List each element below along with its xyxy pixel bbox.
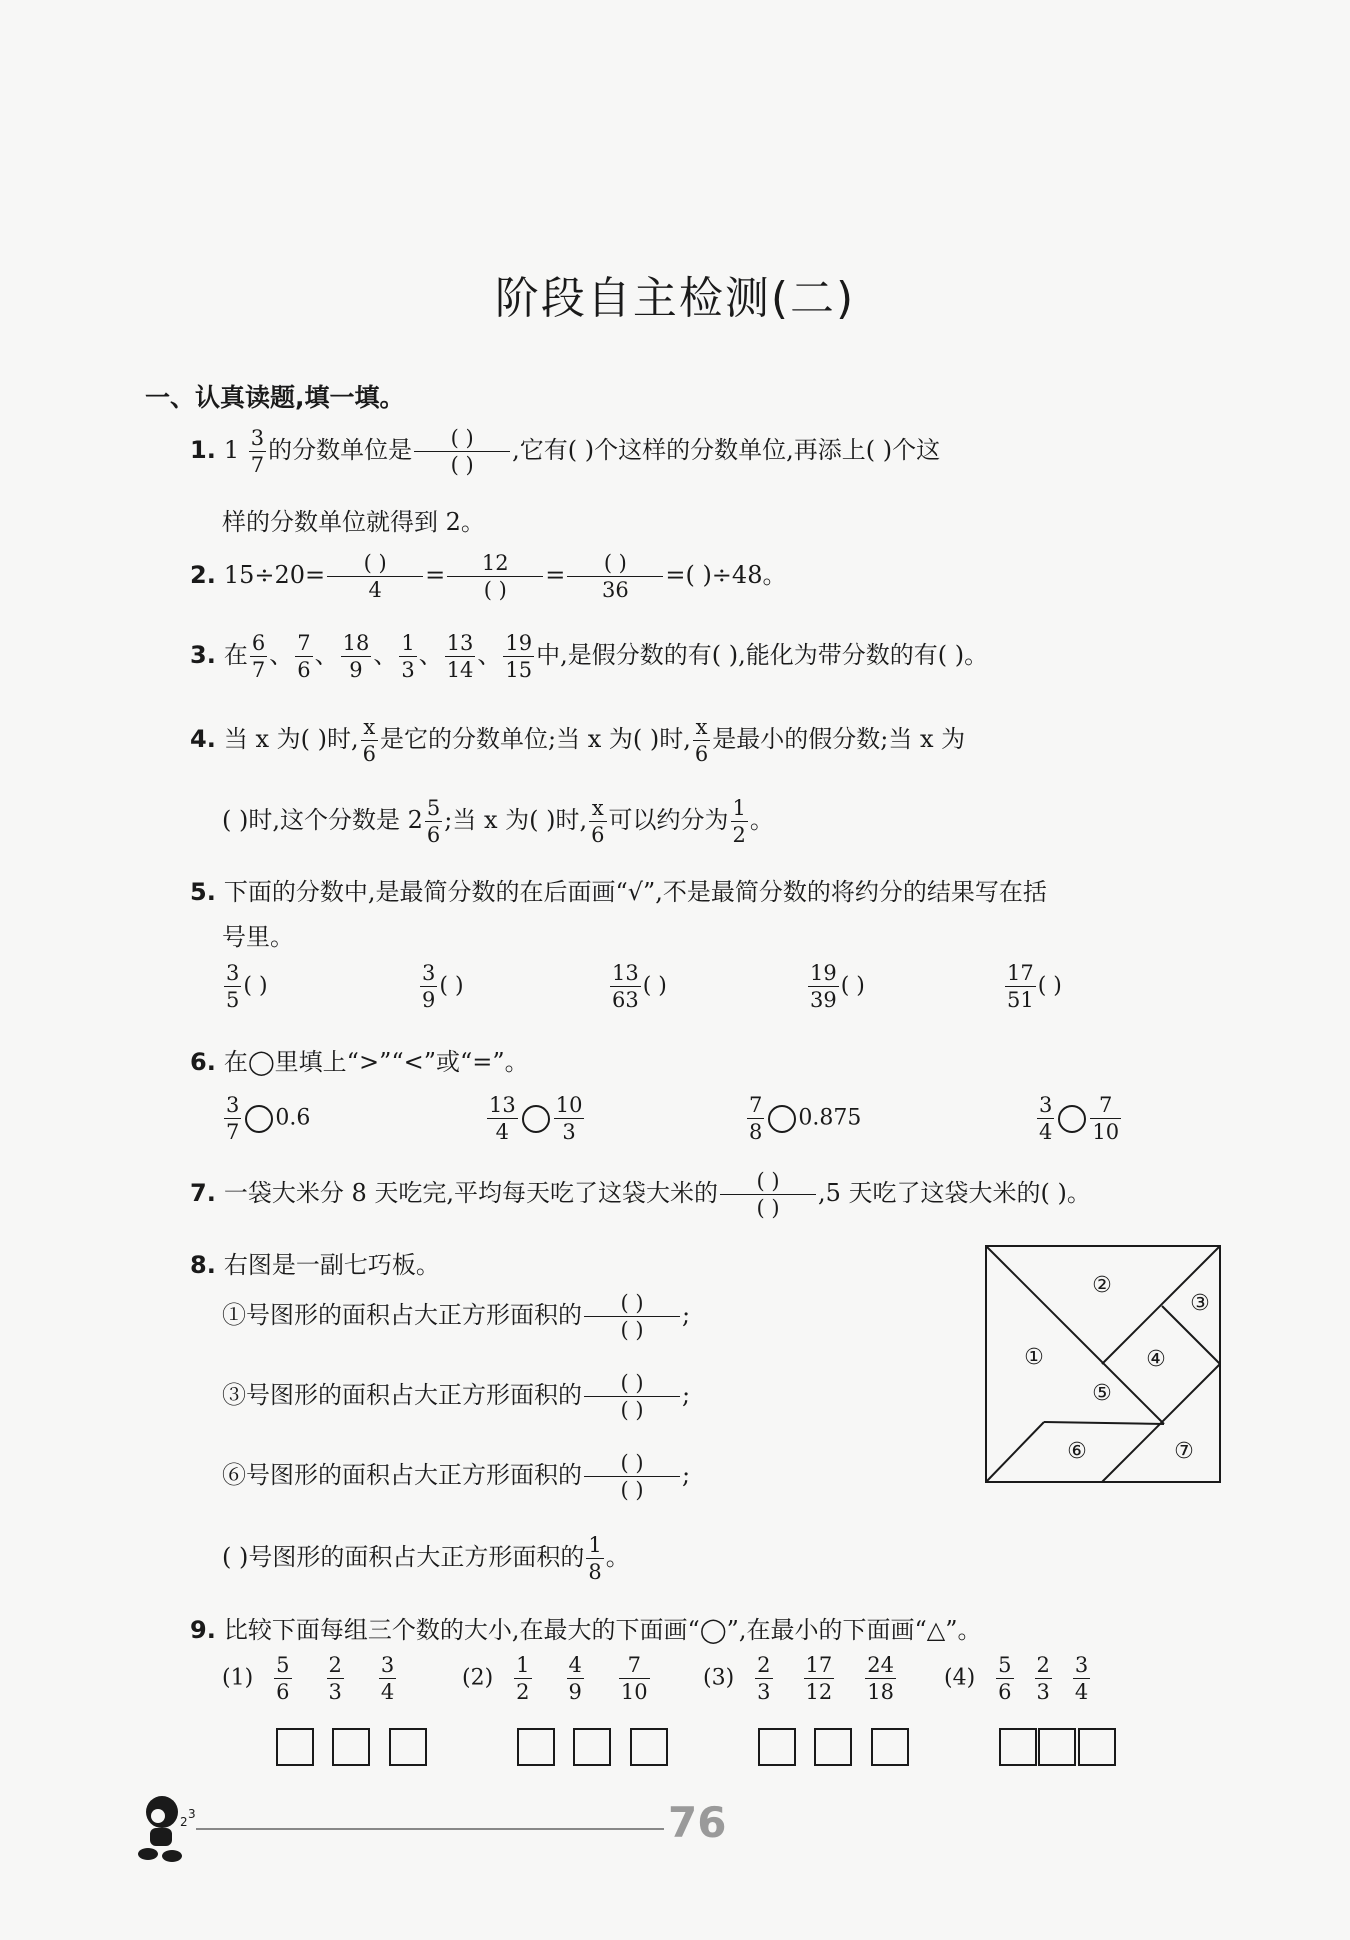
- question-5-line2: 号里。: [222, 923, 294, 951]
- answer-box[interactable]: [999, 1728, 1037, 1766]
- compare-circle: [768, 1105, 796, 1133]
- tangram-label-6: ⑥: [1067, 1439, 1087, 1464]
- q8-line-4: ( )号图形的面积占大正方形面积的 $\frac{1}{8}$ 。: [222, 1533, 630, 1584]
- answer-box[interactable]: [1078, 1728, 1116, 1766]
- answer-box[interactable]: [573, 1728, 611, 1766]
- section-heading: 一、认真读题,填一填。: [145, 383, 405, 412]
- page-number: 76: [668, 1798, 727, 1847]
- answer-box[interactable]: [389, 1728, 427, 1766]
- tangram-label-2: ②: [1092, 1273, 1112, 1298]
- question-9: 9. 比较下面每组三个数的大小,在最大的下面画“◯”,在最小的下面画“△”。: [190, 1616, 982, 1644]
- tangram-label-4: ④: [1146, 1347, 1166, 1372]
- answer-box[interactable]: [758, 1728, 796, 1766]
- q5-item-4: $\frac{19}{39}$ ( ): [810, 961, 865, 1012]
- answer-box[interactable]: [332, 1728, 370, 1766]
- q9-group-3: (3) $\frac{2}{3}$ $\frac{17}{12}$ $\frac{24}{18}$: [703, 1653, 895, 1704]
- question-5: 5. 下面的分数中,是最简分数的在后面画“√”,不是最简分数的将约分的结果写在括: [190, 878, 1047, 906]
- compare-circle: [1058, 1105, 1086, 1133]
- compare-circle: [522, 1105, 550, 1133]
- cartoon-mascot-icon: [134, 1790, 196, 1864]
- answer-box[interactable]: [276, 1728, 314, 1766]
- page-title: 阶段自主检测(二): [494, 273, 856, 324]
- question-4: 4. 当 x 为( )时, $\frac{x}{6}$ 是它的分数单位;当 x 为( )时, $\frac{x}{6}$ 是最小的假分数;当 x 为: [190, 715, 966, 766]
- compare-circle: [245, 1105, 273, 1133]
- question-1-line2: 样的分数单位就得到 2。: [222, 508, 485, 536]
- answer-box[interactable]: [871, 1728, 909, 1766]
- footer-line: [196, 1828, 664, 1830]
- question-6: 6. 在◯里填上“>”“<”或“=”。: [190, 1048, 529, 1076]
- q9-group-1: (1) $\frac{5}{6}$ $\frac{2}{3}$ $\frac{3}{4}$: [222, 1653, 395, 1704]
- q6-item-2: $\frac{13}{4}$ $\frac{10}{3}$: [489, 1093, 583, 1144]
- tangram-label-5: ⑤: [1092, 1381, 1112, 1406]
- q9-group-2: (2) $\frac{1}{2}$ $\frac{4}{9}$ $\frac{7}{10}$: [462, 1653, 648, 1704]
- answer-box[interactable]: [1038, 1728, 1076, 1766]
- q8-line-1: ①号图形的面积占大正方形面积的 $\frac{( )}{( )}$ ;: [222, 1291, 691, 1342]
- answer-box[interactable]: [517, 1728, 555, 1766]
- question-4-line2: ( )时,这个分数是 2 $\frac{5}{6}$ ;当 x 为( )时, $\frac{x}{6}$ 可以约分为 $\frac{1}{2}$ 。: [222, 796, 774, 847]
- tangram-label-3: ③: [1190, 1291, 1210, 1316]
- question-7: 7. 一袋大米分 8 天吃完,平均每天吃了这袋大米的 $\frac{( )}{( )}$ ,5 天吃了这袋大米的( )。: [190, 1169, 1091, 1220]
- tangram-figure: [984, 1244, 1224, 1486]
- q6-item-3: $\frac{7}{8}$ 0.875: [749, 1093, 862, 1144]
- q5-item-3: $\frac{13}{63}$ ( ): [612, 961, 667, 1012]
- svg-text:3: 3: [188, 1807, 196, 1821]
- question-1: 1. 1 $\frac{3}{7}$ 的分数单位是 $\frac{( )}{( )}$ ,它有( )个这样的分数单位,再添上( )个这: [190, 426, 941, 477]
- tangram-label-1: ①: [1024, 1345, 1044, 1370]
- q5-item-1: $\frac{3}{5}$ ( ): [226, 961, 268, 1012]
- q8-line-3: ⑥号图形的面积占大正方形面积的 $\frac{( )}{( )}$ ;: [222, 1451, 691, 1502]
- answer-box[interactable]: [630, 1728, 668, 1766]
- q5-item-2: $\frac{3}{9}$ ( ): [422, 961, 464, 1012]
- q6-item-1: $\frac{3}{7}$ 0.6: [226, 1093, 311, 1144]
- q6-item-4: $\frac{3}{4}$ $\frac{7}{10}$: [1039, 1093, 1120, 1144]
- q8-line-2: ③号图形的面积占大正方形面积的 $\frac{( )}{( )}$ ;: [222, 1371, 691, 1422]
- q9-group-4: (4) $\frac{5}{6}$ $\frac{2}{3}$ $\frac{3}{4}$: [944, 1653, 1089, 1704]
- question-2: 2. 15÷20= $\frac{( )}{4}$ = $\frac{12}{( )}$ = $\frac{( )}{36}$ =( )÷48。: [190, 551, 787, 602]
- svg-text:2: 2: [180, 1815, 188, 1829]
- answer-box[interactable]: [814, 1728, 852, 1766]
- question-3: 3. 在 $\frac{6}{7}$ 、 $\frac{7}{6}$ 、 $\frac{18}{9}$ 、 $\frac{1}{3}$ 、 $\frac{13}{14}$ 、 $\frac{19}{15}$ 中,是假分数的有( ),能化为带分数的有( )。: [190, 631, 989, 682]
- q5-item-5: $\frac{17}{51}$ ( ): [1007, 961, 1062, 1012]
- tangram-label-7: ⑦: [1174, 1439, 1194, 1464]
- question-8: 8. 右图是一副七巧板。: [190, 1251, 440, 1279]
